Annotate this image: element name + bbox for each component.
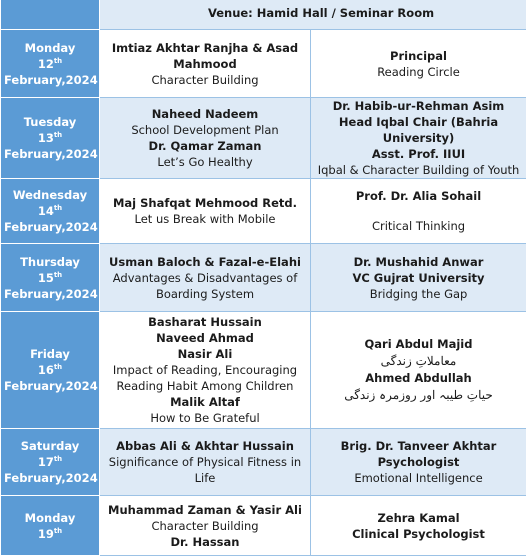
right-session-cell bbox=[311, 30, 526, 98]
left-session-cell bbox=[100, 98, 311, 179]
day-cell bbox=[1, 312, 100, 429]
header-row bbox=[1, 0, 526, 30]
session-topic: Character Building bbox=[103, 72, 307, 88]
day-name: Friday bbox=[4, 346, 96, 362]
session-topic bbox=[314, 204, 523, 218]
day-name: Tuesday bbox=[4, 114, 96, 130]
speaker-name: Naheed Nadeem bbox=[103, 106, 307, 122]
date-number: 12 bbox=[38, 57, 54, 71]
left-session-cell bbox=[100, 312, 311, 429]
date-number: 17 bbox=[38, 455, 54, 469]
day-date-month-year: February,2024 bbox=[4, 286, 96, 302]
date-suffix: th bbox=[54, 131, 62, 139]
speaker-name: Dr. Qamar Zaman bbox=[103, 138, 307, 154]
day-date-number bbox=[4, 362, 96, 378]
session-topic: Let us Break with Mobile bbox=[103, 211, 307, 227]
right-session-cell bbox=[311, 244, 526, 312]
header-day-cell bbox=[1, 0, 100, 30]
speaker-name: Qari Abdul Majid bbox=[314, 336, 523, 352]
speaker-name: Maj Shafqat Mehmood Retd. bbox=[103, 195, 307, 211]
session-topic: Significance of Physical Fitness in Life bbox=[103, 454, 307, 486]
session-topic: Let’s Go Healthy bbox=[103, 154, 307, 170]
day-date-month-year: February,2024 bbox=[4, 146, 96, 162]
right-session-cell bbox=[311, 429, 526, 496]
speaker-name: Muhammad Zaman & Yasir Ali bbox=[103, 502, 307, 518]
right-session-cell bbox=[311, 312, 526, 429]
speaker-name: Nasir Ali bbox=[103, 346, 307, 362]
session-topic: How to Be Grateful bbox=[103, 410, 307, 426]
left-session-cell bbox=[100, 30, 311, 98]
day-date-number bbox=[4, 526, 96, 542]
speaker-name: Brig. Dr. Tanveer Akhtar bbox=[314, 438, 523, 454]
speaker-name: Dr. Habib-ur-Rehman Asim bbox=[314, 98, 523, 114]
day-date-month-year: February,2024 bbox=[4, 378, 96, 394]
session-topic: حیاتِ طیبہ اور روزمرہ زندگی bbox=[314, 386, 523, 404]
session-topic: Critical Thinking bbox=[314, 218, 523, 234]
day-name: Monday bbox=[4, 40, 96, 56]
speaker-name: Principal bbox=[314, 48, 523, 64]
speaker-name: Naveed Ahmad bbox=[103, 330, 307, 346]
left-session-cell bbox=[100, 179, 311, 244]
session-topic: School Development Plan bbox=[103, 122, 307, 138]
day-name: Saturday bbox=[4, 438, 96, 454]
date-suffix: th bbox=[54, 363, 62, 371]
date-number: 19 bbox=[38, 527, 54, 541]
day-date-month-year: February,2024 bbox=[4, 72, 96, 88]
date-suffix: th bbox=[54, 271, 62, 279]
speaker-name: Psychologist bbox=[314, 454, 523, 470]
speaker-name: Abbas Ali & Akhtar Hussain bbox=[103, 438, 307, 454]
day-cell bbox=[1, 429, 100, 496]
speaker-name: Prof. Dr. Alia Sohail bbox=[314, 188, 523, 204]
date-suffix: th bbox=[54, 527, 62, 535]
day-cell bbox=[1, 98, 100, 179]
speaker-name: Asst. Prof. IIUI bbox=[314, 146, 523, 162]
session-topic: Emotional Intelligence bbox=[314, 470, 523, 486]
day-name: Monday bbox=[4, 510, 96, 526]
speaker-name: Zehra Kamal bbox=[314, 510, 523, 526]
speaker-name: VC Gujrat University bbox=[314, 270, 523, 286]
day-date-number bbox=[4, 454, 96, 470]
schedule-row bbox=[1, 98, 526, 179]
session-topic: Bridging the Gap bbox=[314, 286, 523, 302]
day-date-number bbox=[4, 56, 96, 72]
date-suffix: th bbox=[54, 204, 62, 212]
speaker-name: Ahmed Abdullah bbox=[314, 370, 523, 386]
date-suffix: th bbox=[54, 57, 62, 65]
right-session-cell bbox=[311, 179, 526, 244]
left-session-cell bbox=[100, 244, 311, 312]
day-date-number bbox=[4, 203, 96, 219]
session-topic: Iqbal & Character Building of Youth bbox=[314, 162, 523, 178]
speaker-name: Head Iqbal Chair (Bahria University) bbox=[314, 114, 523, 146]
session-topic: Character Building bbox=[103, 518, 307, 534]
date-number: 16 bbox=[38, 363, 54, 377]
schedule-row bbox=[1, 312, 526, 429]
schedule-row bbox=[1, 429, 526, 496]
day-date-number bbox=[4, 130, 96, 146]
session-topic: Reading Circle bbox=[314, 64, 523, 80]
speaker-name: Usman Baloch & Fazal-e-Elahi bbox=[103, 254, 307, 270]
day-cell bbox=[1, 244, 100, 312]
session-topic: Advantages & Disadvantages of Boarding System bbox=[103, 270, 307, 302]
day-name: Thursday bbox=[4, 254, 96, 270]
speaker-name: Clinical Psychologist bbox=[314, 526, 523, 542]
day-name: Wednesday bbox=[4, 187, 96, 203]
right-session-cell bbox=[311, 98, 526, 179]
left-session-cell bbox=[100, 429, 311, 496]
date-number: 15 bbox=[38, 271, 54, 285]
speaker-name: Imtiaz Akhtar Ranjha & Asad Mahmood bbox=[103, 40, 307, 72]
session-topic: Impact of Reading, Encouraging Reading Habit Among Children bbox=[103, 362, 307, 394]
date-suffix: th bbox=[54, 455, 62, 463]
venue-label: Venue: Hamid Hall / Seminar Room bbox=[208, 6, 434, 20]
day-cell bbox=[1, 30, 100, 98]
speaker-name: Malik Altaf bbox=[103, 394, 307, 410]
speaker-name: Basharat Hussain bbox=[103, 314, 307, 330]
venue-cell bbox=[100, 0, 526, 30]
day-date-number bbox=[4, 270, 96, 286]
schedule-row bbox=[1, 179, 526, 244]
speaker-name: Dr. Hassan bbox=[103, 534, 307, 550]
date-number: 14 bbox=[38, 204, 54, 218]
schedule-row bbox=[1, 30, 526, 98]
session-topic: معاملاتِ زندگی bbox=[314, 352, 523, 370]
day-date-month-year: February,2024 bbox=[4, 219, 96, 235]
day-date-month-year: February,2024 bbox=[4, 470, 96, 486]
schedule-row bbox=[1, 244, 526, 312]
day-cell bbox=[1, 179, 100, 244]
date-number: 13 bbox=[38, 131, 54, 145]
speaker-name: Dr. Mushahid Anwar bbox=[314, 254, 523, 270]
